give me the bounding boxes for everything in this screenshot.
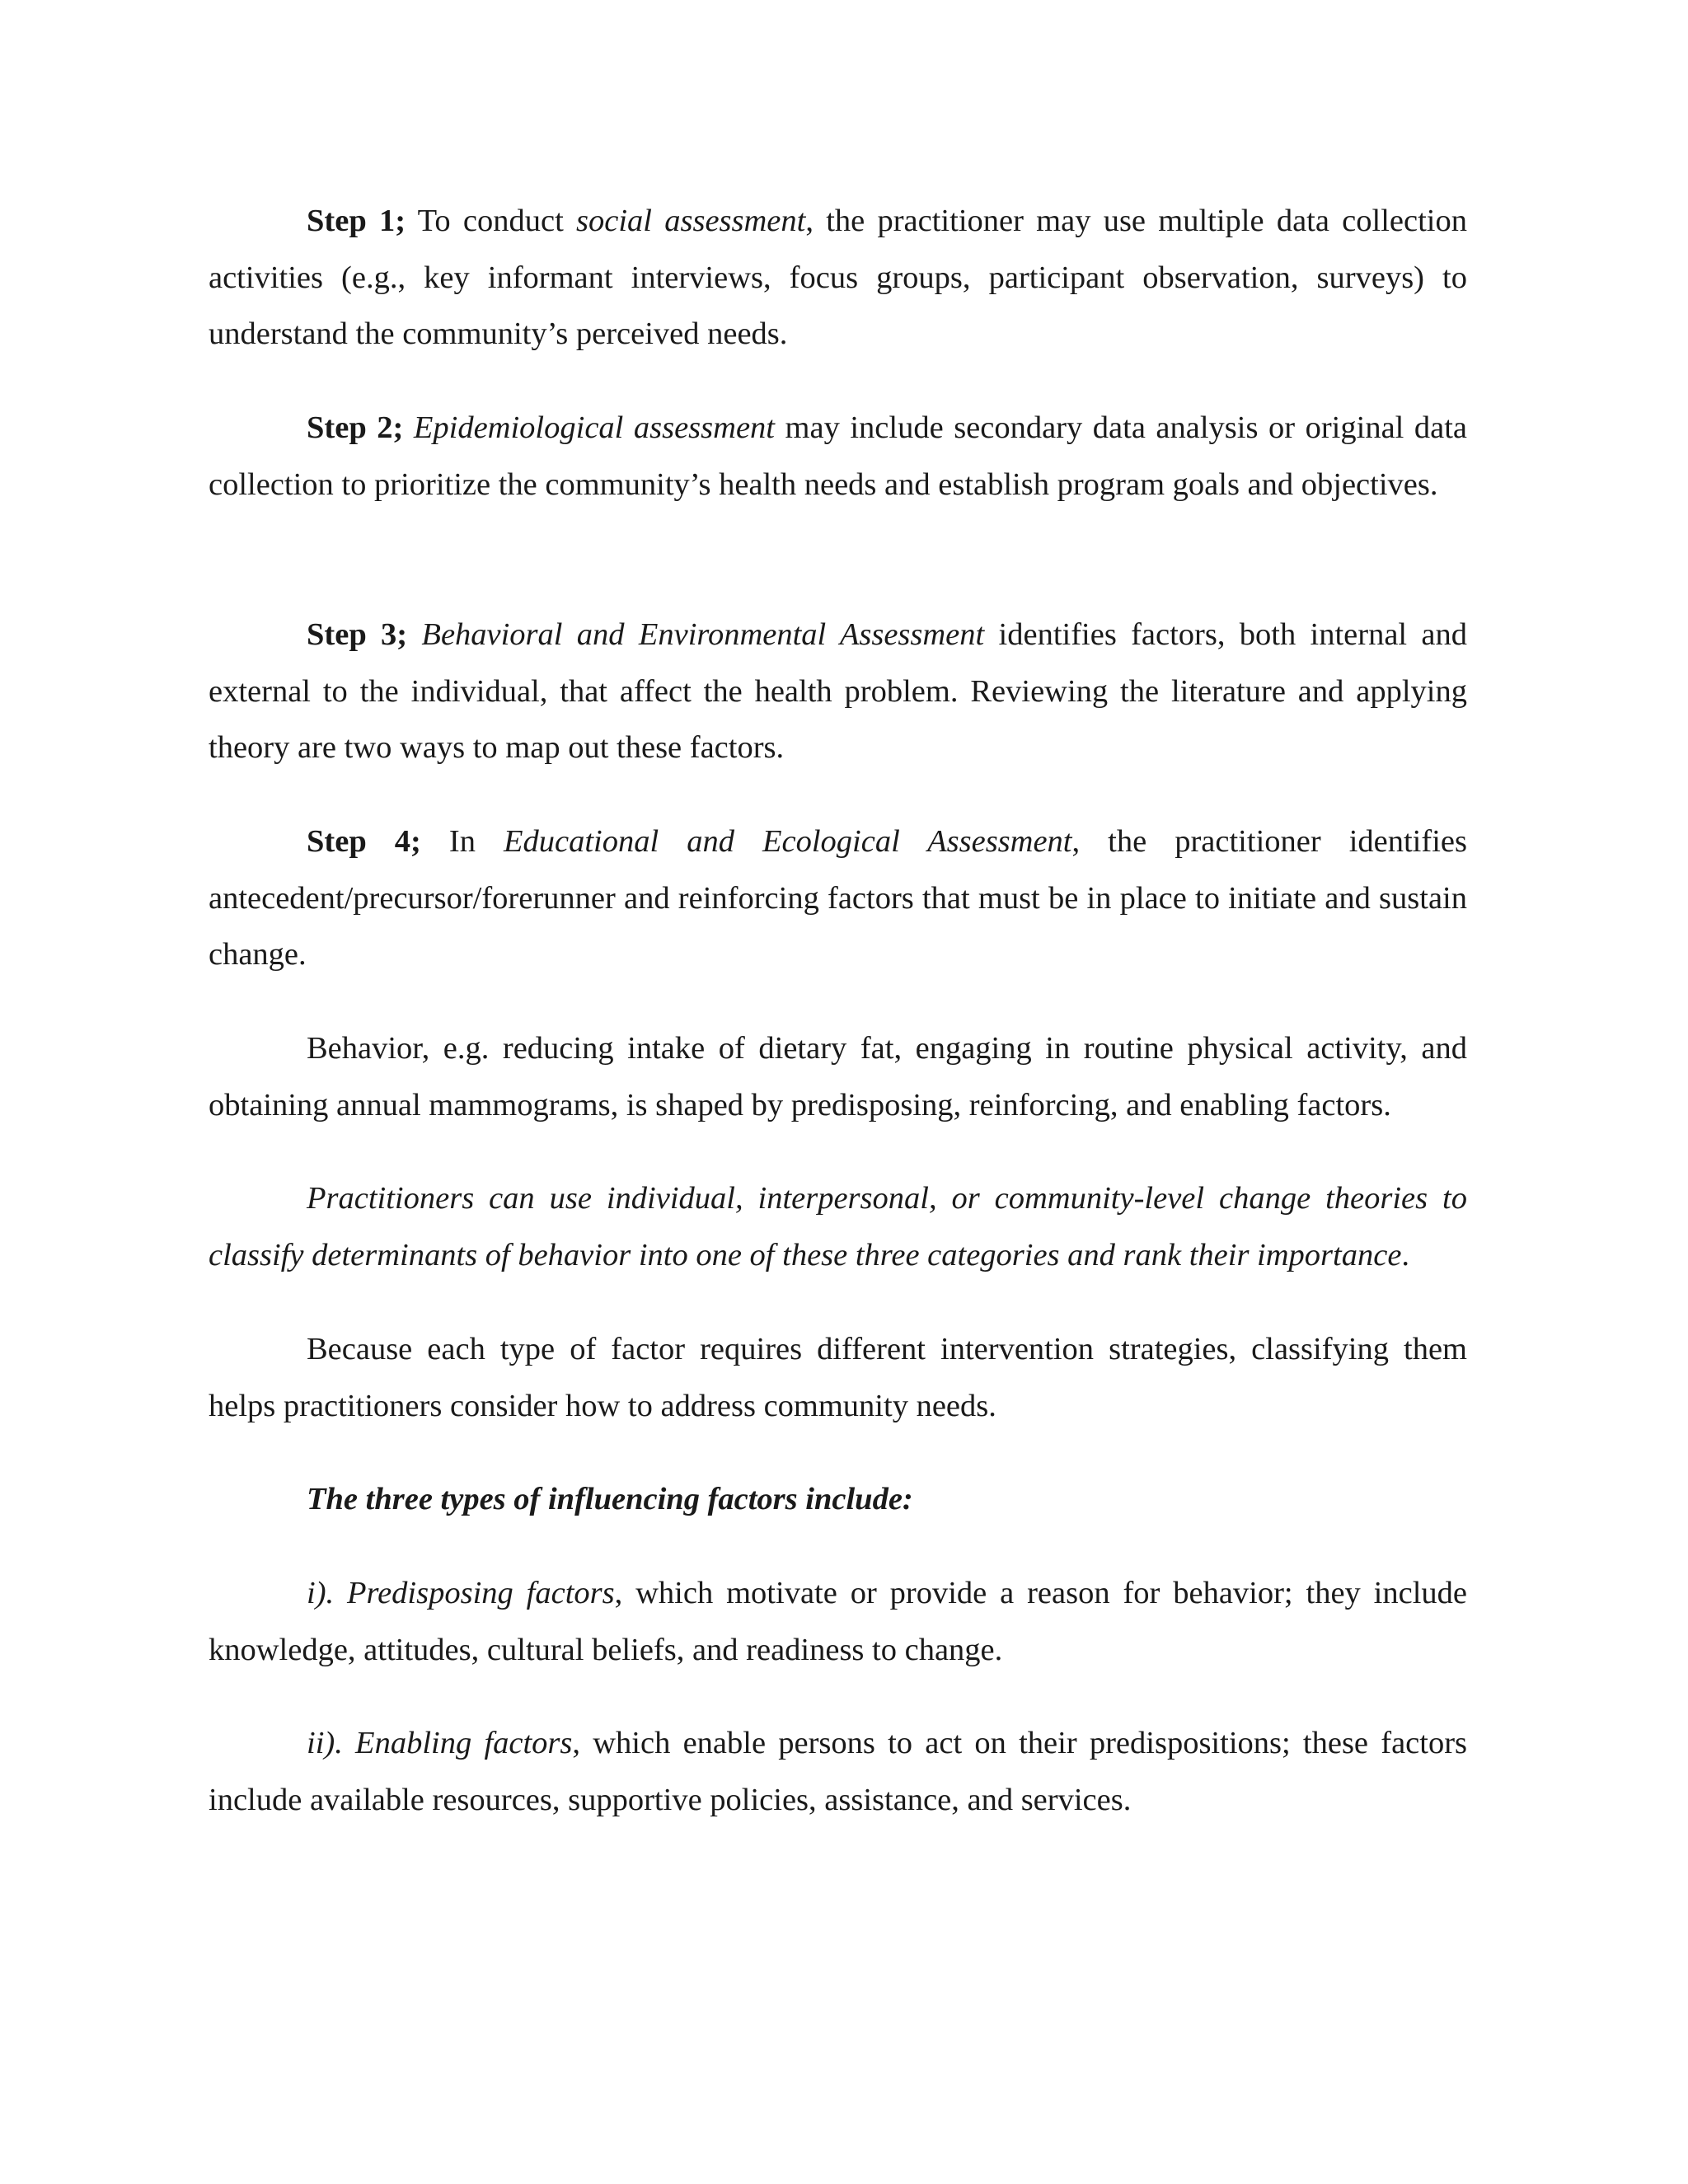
predisposing-factors-text: , which motivate or provide a reason for behavior; they include knowledge, attitudes, cultural beliefs, and readiness to change. — [209, 1576, 1467, 1667]
factors-heading — [209, 1471, 1467, 1528]
step-4-text-b: , the practitioner identifies antecedent/precursor/forerunner and reinforcing factors that must be in place to initiate and sustain change. — [209, 824, 1467, 972]
step-4-paragraph — [209, 813, 1467, 983]
step-4-term: Educational and Ecological Assessment — [503, 824, 1072, 859]
predisposing-factors-term: i). Predisposing factors — [307, 1576, 615, 1610]
step-2-label: Step 2; — [307, 410, 404, 445]
step-3-text-b: identifies factors, both internal and external to the individual, that affect the health problem. Reviewing the literature and applying theory are two ways to map out these factors. — [209, 617, 1468, 765]
step-4-label: Step 4; — [307, 824, 421, 859]
step-1-label: Step 1; — [307, 204, 406, 238]
practitioners-paragraph — [209, 1170, 1467, 1283]
step-2-paragraph — [209, 400, 1467, 513]
step-1-term: social assessment — [576, 204, 806, 238]
enabling-factors-term: ii). Enabling factors — [307, 1726, 573, 1760]
practitioners-period: . — [1401, 1237, 1410, 1272]
behavior-paragraph — [209, 1020, 1467, 1133]
because-text: Because each type of factor requires different intervention strategies, classifying them helps practitioners consider how to address community needs. — [209, 1332, 1467, 1423]
step-1-text-a: To conduct — [406, 204, 577, 238]
enabling-factors-text: , which enable persons to act on their predispositions; these factors include available resources, supportive policies, assistance, and services. — [209, 1726, 1467, 1817]
step-3-text-a — [407, 617, 421, 652]
step-4-text-a: In — [420, 824, 504, 859]
step-2-text-a — [403, 410, 414, 445]
because-paragraph — [209, 1321, 1467, 1434]
step-2-term: Epidemiological assessment — [413, 410, 775, 445]
behavior-text: Behavior, e.g. reducing intake of dietary fat, engaging in routine physical activity, and obtaining annual mammograms, is shaped by predisposing, reinforcing, and enabling factors. — [209, 1031, 1467, 1122]
step-3-label: Step 3; — [307, 617, 408, 652]
step-2-text-b: may include secondary data analysis or original data collection to prioritize the community’s health needs and establish program goals and objectives. — [209, 410, 1467, 502]
practitioners-text: Practitioners can use individual, interpersonal, or community-level change theories to classify determinants of behavior into one of these three categories and rank their importance — [209, 1181, 1467, 1272]
predisposing-factors-paragraph — [209, 1565, 1467, 1678]
step-3-term: Behavioral and Environmental Assessment — [421, 617, 985, 652]
step-1-text-b: , the practitioner may use multiple data collection activities (e.g., key informant interviews, focus groups, participant observation, surveys) to understand the community’s perceived needs. — [209, 204, 1467, 351]
step-1-paragraph — [209, 193, 1467, 363]
factors-heading-text: The three types of influencing factors include: — [307, 1482, 913, 1516]
enabling-factors-paragraph — [209, 1715, 1467, 1828]
step-3-paragraph — [209, 607, 1467, 776]
